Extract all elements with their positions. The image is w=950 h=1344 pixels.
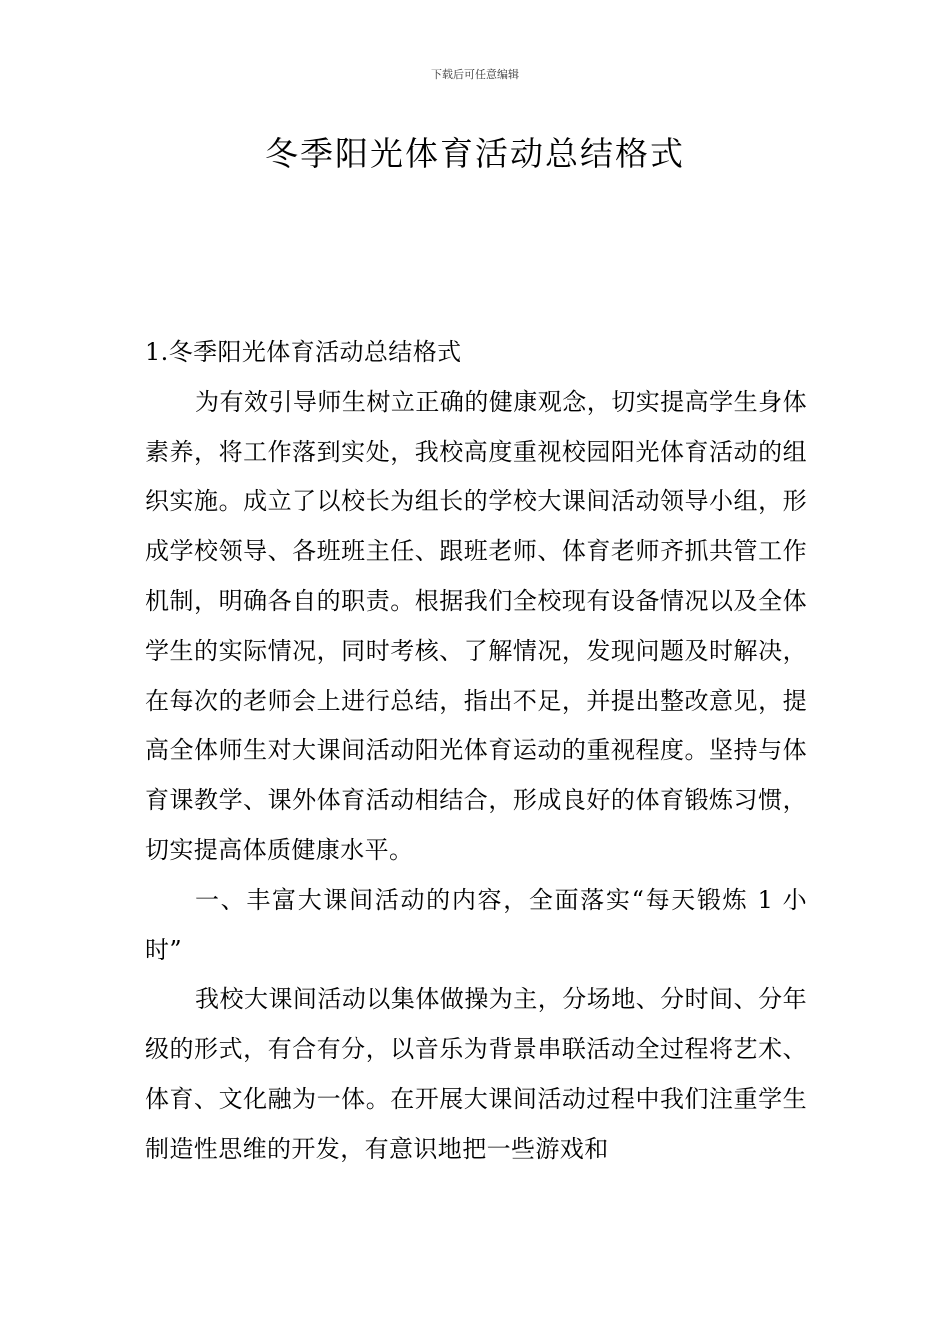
header-note: 下载后可任意编辑 — [431, 68, 519, 81]
document-body — [145, 328, 807, 1175]
document-title: 冬季阳光体育活动总结格式 — [265, 134, 685, 173]
body-paragraph: 为有效引导师生树立正确的健康观念，切实提高学生身体素养，将工作落到实处，我校高度重视校园阳光体育活动的组织实施。成立了以校长为组长的学校大课间活动领导小组，形成学校领导、各班班主任、跟班老师、体育老师齐抓共管工作机制，明确各自的职责。根据我们全校现有设备情况以及全体学生的实际情况，同时考核、了解情况，发现问题及时解决，在每次的老师会上进行总结，指出不足，并提出整改意见，提高全体师生对大课间活动阳光体育运动的重视程度。坚持与体育课教学、课外体育活动相结合，形成良好的体育锻炼习惯，切实提高体质健康水平。 — [145, 387, 807, 864]
body-paragraph: 我校大课间活动以集体做操为主，分场地、分时间、分年级的形式，有合有分，以音乐为背景串联活动全过程将艺术、体育、文化融为一体。在开展大课间活动过程中我们注重学生制造性思维的开发，有意识地把一些游戏和 — [145, 985, 807, 1163]
subsection-heading: 一、丰富大课间活动的内容，全面落实“每天锻炼 1 小时” — [145, 885, 807, 964]
section-heading: 1.冬季阳光体育活动总结格式 — [145, 338, 462, 366]
